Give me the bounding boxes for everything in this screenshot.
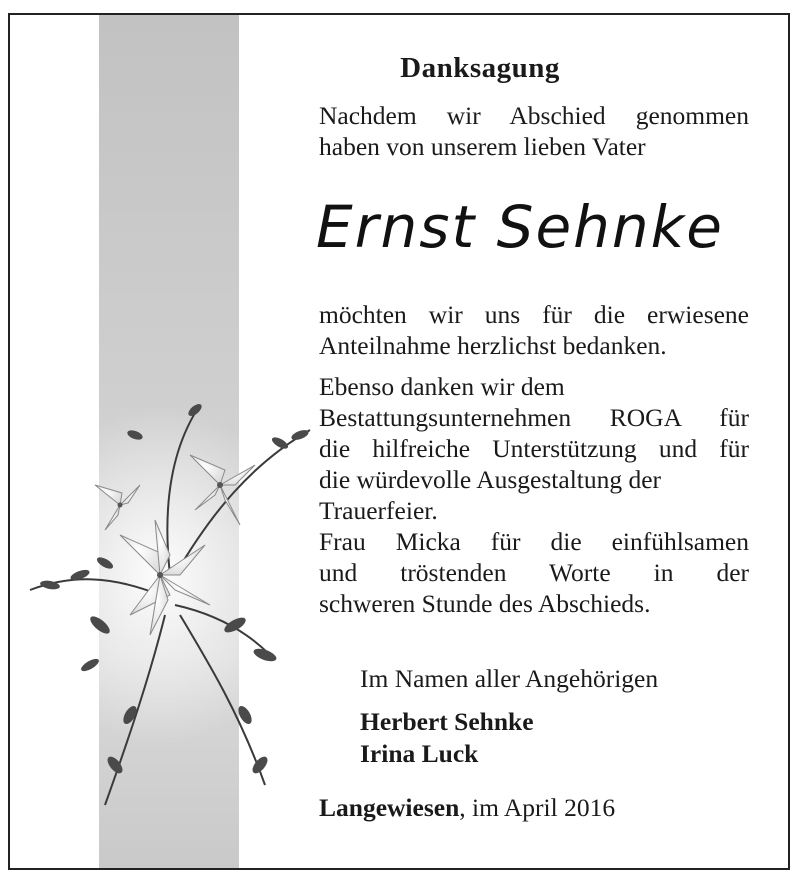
heading: Danksagung (400, 52, 560, 84)
body-line: und tröstenden Worte in der (319, 558, 749, 587)
signatory-name: Irina Luck (360, 739, 479, 768)
thanks-paragraph (319, 299, 749, 361)
body-line: Ebenso danken wir dem (319, 372, 565, 401)
body-line: die hilfreiche Unterstützung und für (319, 434, 749, 463)
place-and-date (319, 793, 615, 823)
body-line: Frau Micka für die einfühlsamen (319, 527, 749, 556)
deceased-name: Ernst Sehnke (316, 193, 724, 261)
date-text: , im April 2016 (459, 793, 616, 822)
signatory-name: Herbert Sehnke (360, 707, 534, 736)
body-line: die würdevolle Ausgestaltung der (319, 465, 662, 494)
intro-line: haben von unserem lieben Vater (319, 132, 646, 161)
body-paragraph (319, 371, 749, 619)
signature-intro: Im Namen aller Angehörigen (360, 664, 659, 693)
body-line: schweren Stunde des Abschieds. (319, 589, 651, 618)
thanks-line: möchten wir uns für die erwiesene (319, 300, 749, 329)
obituary-frame (8, 13, 790, 870)
body-line: Trauerfeier. (319, 496, 438, 525)
intro-paragraph (319, 100, 749, 162)
place-name: Langewiesen (319, 793, 460, 822)
body-line: Bestattungsunternehmen ROGA für (319, 403, 749, 432)
intro-line: Nachdem wir Abschied genommen (319, 101, 749, 130)
thanks-line: Anteilnahme herzlichst bedanken. (319, 331, 667, 360)
